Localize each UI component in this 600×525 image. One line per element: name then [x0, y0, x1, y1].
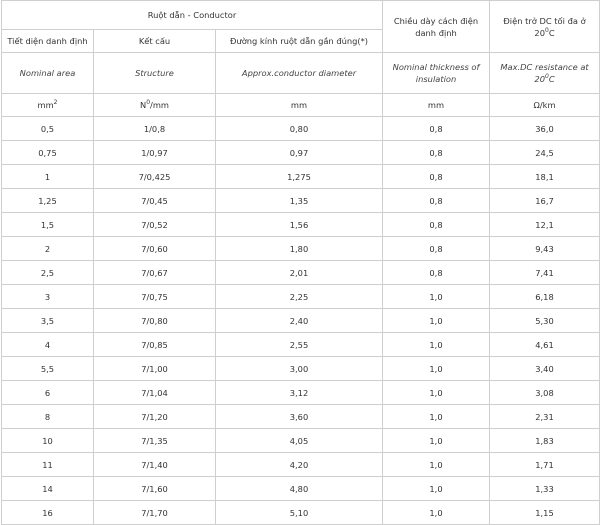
insulation-header-vn: Chiều dày cách điện danh định: [383, 1, 490, 53]
resistance-header-en: [490, 53, 600, 94]
diameter-cell: 3,60: [216, 405, 383, 429]
structure-header-vn: Kết cấu: [94, 30, 216, 53]
insulation-header-en: Nominal thickness of insulation: [383, 53, 490, 94]
resistance-header-vn-prefix: Điện trở DC tối đa ở 20: [503, 15, 586, 38]
resistance-header-en-degree: 0: [544, 73, 549, 81]
diameter-unit: mm: [216, 94, 383, 117]
resistance-cell: 2,31: [490, 405, 600, 429]
structure-cell: 1/0,8: [94, 117, 216, 141]
resistance-cell: 3,40: [490, 357, 600, 381]
resistance-cell: 7,41: [490, 261, 600, 285]
resistance-cell: 16,7: [490, 189, 600, 213]
header-row-en: [2, 53, 600, 94]
diameter-header-vn: Đường kính ruột dẫn gần đúng(*): [216, 30, 383, 53]
resistance-cell: 9,43: [490, 237, 600, 261]
diameter-cell: 4,80: [216, 477, 383, 501]
structure-cell: 7/1,60: [94, 477, 216, 501]
structure-unit: [94, 94, 216, 117]
resistance-cell: 4,61: [490, 333, 600, 357]
area-cell: 10: [2, 429, 94, 453]
insulation-cell: 1,0: [383, 333, 490, 357]
insulation-cell: 1,0: [383, 381, 490, 405]
resistance-cell: 3,08: [490, 381, 600, 405]
insulation-cell: 0,8: [383, 165, 490, 189]
area-header-en: Nominal area: [2, 53, 94, 94]
structure-cell: 7/0,425: [94, 165, 216, 189]
table-row: [2, 189, 600, 213]
structure-cell: 7/0,67: [94, 261, 216, 285]
diameter-cell: 0,80: [216, 117, 383, 141]
insulation-cell: 1,0: [383, 453, 490, 477]
diameter-cell: 3,00: [216, 357, 383, 381]
area-unit-base: mm: [37, 100, 54, 110]
diameter-cell: 2,55: [216, 333, 383, 357]
structure-cell: 7/1,20: [94, 405, 216, 429]
insulation-cell: 0,8: [383, 141, 490, 165]
diameter-cell: 2,25: [216, 285, 383, 309]
resistance-header-vn: [490, 1, 600, 53]
structure-unit-base: N: [139, 100, 147, 110]
table-row: [2, 357, 600, 381]
conductor-group-header: Ruột dẫn - Conductor: [2, 1, 383, 30]
resistance-cell: 24,5: [490, 141, 600, 165]
insulation-cell: 1,0: [383, 357, 490, 381]
area-cell: 8: [2, 405, 94, 429]
diameter-cell: 1,80: [216, 237, 383, 261]
units-row: [2, 94, 600, 117]
area-cell: 1: [2, 165, 94, 189]
resistance-header-vn-degree: 0: [544, 26, 549, 34]
insulation-cell: 1,0: [383, 477, 490, 501]
resistance-cell: 1,33: [490, 477, 600, 501]
diameter-cell: 3,12: [216, 381, 383, 405]
area-cell: 11: [2, 453, 94, 477]
resistance-cell: 1,15: [490, 501, 600, 525]
insulation-cell: 1,0: [383, 405, 490, 429]
structure-cell: 7/1,70: [94, 501, 216, 525]
table-row: [2, 309, 600, 333]
area-cell: 14: [2, 477, 94, 501]
area-header-vn: Tiết diện danh định: [2, 30, 94, 53]
insulation-cell: 1,0: [383, 501, 490, 525]
structure-cell: 7/0,60: [94, 237, 216, 261]
area-unit-exp: 2: [53, 99, 58, 107]
diameter-cell: 5,10: [216, 501, 383, 525]
insulation-unit: mm: [383, 94, 490, 117]
area-cell: 3: [2, 285, 94, 309]
diameter-cell: 1,56: [216, 213, 383, 237]
diameter-cell: 1,35: [216, 189, 383, 213]
resistance-header-en-suffix: C: [548, 74, 555, 84]
area-cell: 6: [2, 381, 94, 405]
diameter-cell: 2,40: [216, 309, 383, 333]
diameter-cell: 2,01: [216, 261, 383, 285]
area-cell: 16: [2, 501, 94, 525]
table-row: [2, 501, 600, 525]
area-cell: 3,5: [2, 309, 94, 333]
table-row: [2, 237, 600, 261]
structure-cell: 7/0,85: [94, 333, 216, 357]
diameter-header-en: Approx.conductor diameter: [216, 53, 383, 94]
structure-header-en: Structure: [94, 53, 216, 94]
diameter-cell: 0,97: [216, 141, 383, 165]
structure-cell: 7/1,40: [94, 453, 216, 477]
resistance-cell: 6,18: [490, 285, 600, 309]
header-row-group: [2, 1, 600, 30]
insulation-cell: 1,0: [383, 429, 490, 453]
structure-cell: 7/0,75: [94, 285, 216, 309]
structure-cell: 1/0,97: [94, 141, 216, 165]
resistance-cell: 36,0: [490, 117, 600, 141]
resistance-header-en-prefix: Max.DC resistance at 20: [500, 62, 589, 84]
area-cell: 1,25: [2, 189, 94, 213]
resistance-cell: 5,30: [490, 309, 600, 333]
table-row: [2, 165, 600, 189]
table-row: [2, 453, 600, 477]
table-row: [2, 333, 600, 357]
area-cell: 4: [2, 333, 94, 357]
resistance-header-vn-suffix: C: [548, 27, 555, 38]
insulation-cell: 0,8: [383, 189, 490, 213]
structure-cell: 7/0,80: [94, 309, 216, 333]
resistance-cell: 1,83: [490, 429, 600, 453]
insulation-cell: 0,8: [383, 237, 490, 261]
resistance-unit: Ω/km: [490, 94, 600, 117]
table-row: [2, 405, 600, 429]
table-row: [2, 285, 600, 309]
table-row: [2, 141, 600, 165]
insulation-cell: 0,8: [383, 117, 490, 141]
area-cell: 1,5: [2, 213, 94, 237]
structure-unit-degree: 0: [146, 99, 151, 107]
table-row: [2, 117, 600, 141]
structure-cell: 7/1,35: [94, 429, 216, 453]
resistance-cell: 12,1: [490, 213, 600, 237]
structure-cell: 7/1,04: [94, 381, 216, 405]
resistance-cell: 18,1: [490, 165, 600, 189]
table-row: [2, 429, 600, 453]
resistance-cell: 1,71: [490, 453, 600, 477]
table-row: [2, 261, 600, 285]
area-unit: [2, 94, 94, 117]
area-cell: 2: [2, 237, 94, 261]
insulation-cell: 1,0: [383, 285, 490, 309]
insulation-cell: 0,8: [383, 213, 490, 237]
area-cell: 2,5: [2, 261, 94, 285]
diameter-cell: 4,20: [216, 453, 383, 477]
table-row: [2, 381, 600, 405]
table-row: [2, 213, 600, 237]
area-cell: 0,75: [2, 141, 94, 165]
diameter-cell: 4,05: [216, 429, 383, 453]
structure-cell: 7/1,00: [94, 357, 216, 381]
structure-unit-suffix: /mm: [150, 100, 169, 110]
area-cell: 5,5: [2, 357, 94, 381]
diameter-cell: 1,275: [216, 165, 383, 189]
insulation-cell: 0,8: [383, 261, 490, 285]
area-cell: 0,5: [2, 117, 94, 141]
cable-spec-table: [1, 0, 600, 525]
structure-cell: 7/0,52: [94, 213, 216, 237]
structure-cell: 7/0,45: [94, 189, 216, 213]
table-row: [2, 477, 600, 501]
insulation-cell: 1,0: [383, 309, 490, 333]
